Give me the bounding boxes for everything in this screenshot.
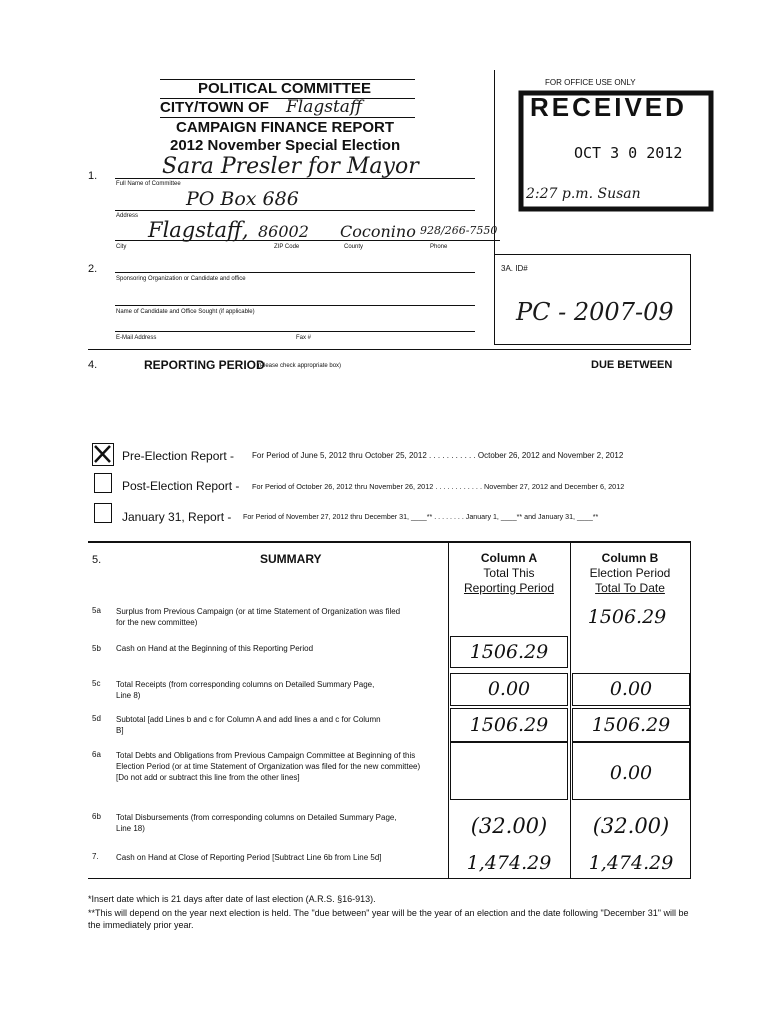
row-code: 6b	[92, 812, 101, 821]
row-desc: Total Receipts (from corresponding columns on Detailed Summary Page, Line 8)	[116, 680, 375, 700]
city-line	[115, 240, 500, 241]
section-4-rule	[88, 349, 691, 350]
col-a-header-1: Column A	[480, 551, 538, 565]
footnote-1: *Insert date which is 21 days after date of last election (A.R.S. §16-913).	[88, 894, 376, 904]
footnote-2: **This will depend on the year next election is held. The "due between" year will be the year of an election and the date following "December 31" will be the immediately prior year.	[88, 908, 689, 930]
received-stamp	[518, 90, 714, 212]
reporting-period-title: REPORTING PERIOD	[144, 358, 265, 372]
row-code: 5c	[92, 679, 101, 688]
address-hand: PO Box 686	[186, 188, 299, 210]
header-rule-3	[160, 117, 415, 118]
stamp-time: 2:27 p.m. Susan	[526, 186, 641, 202]
col-a-header-3: Reporting Period	[463, 581, 555, 595]
col-b-header-1: Column B	[601, 551, 659, 565]
check-x-icon	[93, 444, 112, 464]
row-desc: Cash on Hand at Close of Reporting Period [Subtract Line 6b from Line 5d]	[116, 853, 382, 862]
sponsor-line	[115, 272, 475, 273]
address-label: Address	[116, 213, 139, 219]
row-col-a: (32.00)	[470, 814, 548, 838]
col-b-right-border	[690, 541, 691, 878]
summary-bottom-rule	[88, 878, 691, 879]
row-col-a: 0.00	[487, 678, 531, 700]
pre-election-name: Pre-Election Report -	[122, 449, 235, 463]
january-period: For Period of November 27, 2012 thru December 31, ____** . . . . . . . . January 1, ____** and January 31, ____**	[243, 513, 599, 521]
city-label: City	[116, 244, 127, 250]
col-a-header	[448, 551, 570, 596]
pre-election-period: For Period of June 5, 2012 thru October 25, 2012 . . . . . . . . . . . October 26, 2012 and November 2, 2012	[252, 451, 624, 460]
zip-hand: 86002	[258, 222, 309, 241]
row-col-b: 0.00	[609, 762, 653, 784]
office-use-label: FOR OFFICE USE ONLY	[545, 78, 636, 87]
col-b-header-3: Total To Date	[595, 581, 665, 595]
summary-number: 5.	[92, 554, 102, 566]
summary-top-rule	[88, 541, 691, 543]
row-col-b: 1,474.29	[588, 852, 674, 874]
row-code: 5d	[92, 714, 101, 723]
header-city-hand: Flagstaff	[286, 97, 362, 117]
committee-name-hand: Sara Presler for Mayor	[162, 154, 419, 179]
col-a-header-2: Total This	[483, 566, 535, 580]
header-title-1: POLITICAL COMMITTEE	[198, 80, 372, 97]
county-hand: Coconino	[340, 222, 416, 241]
summary-title: SUMMARY	[260, 552, 322, 566]
address-line	[115, 210, 475, 211]
row-desc: Total Debts and Obligations from Previous Campaign Committee at Beginning of this Election Period (or at time Statement of Organization was filed for the new committee) [Do not add or subtract this line from the other lines]	[116, 751, 421, 782]
phone-label: Phone	[430, 244, 448, 250]
county-label: County	[344, 244, 364, 250]
email-line	[115, 331, 475, 332]
row-col-b: 1506.29	[591, 714, 671, 736]
zip-label: ZIP Code	[274, 244, 300, 250]
section-1-number: 1.	[88, 170, 98, 182]
pre-election-checkbox[interactable]	[92, 443, 114, 466]
row-col-b: 0.00	[609, 678, 653, 700]
col-b-header-2: Election Period	[589, 566, 671, 580]
fax-label: Fax #	[296, 335, 312, 341]
row-col-a-box	[450, 742, 568, 800]
col-b-header	[570, 551, 690, 596]
post-election-period: For Period of October 26, 2012 thru November 26, 2012 . . . . . . . . . . . . November 27, 2012 and December 6, 2012	[252, 482, 625, 491]
row-code: 5b	[92, 644, 101, 653]
row-col-a: 1506.29	[469, 641, 549, 663]
header-title-4: 2012 November Special Election	[170, 137, 401, 154]
due-between-label: DUE BETWEEN	[591, 359, 673, 371]
row-desc: Cash on Hand at the Beginning of this Reporting Period	[116, 644, 314, 653]
row-col-a: 1,474.29	[466, 852, 552, 874]
candidate-label: Name of Candidate and Office Sought (if applicable)	[116, 309, 255, 315]
id-label: 3A. ID#	[501, 264, 528, 273]
email-label: E-Mail Address	[116, 335, 157, 341]
row-col-a: 1506.29	[469, 714, 549, 736]
january-name: January 31, Report -	[122, 510, 232, 524]
sponsor-label: Sponsoring Organization or Candidate and office	[116, 276, 246, 282]
row-col-b: (32.00)	[592, 814, 670, 838]
row-desc: Surplus from Previous Campaign (or at time Statement of Organization was filed for the new committee)	[116, 607, 401, 627]
city-hand: Flagstaff,	[148, 218, 249, 242]
stamp-date: OCT 3 0 2012	[574, 144, 683, 162]
id-hand: PC - 2007-09	[516, 298, 674, 326]
january-checkbox[interactable]	[94, 503, 112, 523]
row-desc: Subtotal [add Lines b and c for Column A and add lines a and c for Column B]	[116, 715, 381, 735]
row-col-b: 1506.29	[587, 606, 667, 628]
row-code: 6a	[92, 750, 101, 759]
header-title-2-prefix: CITY/TOWN OF	[160, 99, 269, 116]
phone-hand: 928/266-7550	[420, 224, 498, 237]
section-2-number: 2.	[88, 263, 98, 275]
candidate-line	[115, 305, 475, 306]
row-code: 5a	[92, 606, 101, 615]
committee-name-label: Full Name of Committee	[116, 181, 181, 187]
committee-name-line	[115, 178, 475, 179]
post-election-checkbox[interactable]	[94, 473, 112, 493]
header-title-3: CAMPAIGN FINANCE REPORT	[176, 119, 395, 136]
id-box-right	[690, 254, 691, 345]
stamp-word: RECEIVED	[530, 92, 687, 122]
row-desc: Total Disbursements (from corresponding columns on Detailed Summary Page, Line 18)	[116, 813, 397, 833]
row-code: 7.	[92, 852, 99, 861]
post-election-name: Post-Election Report -	[122, 479, 240, 493]
section-4-number: 4.	[88, 359, 98, 371]
reporting-period-hint: (Please check appropriate box)	[258, 363, 342, 369]
